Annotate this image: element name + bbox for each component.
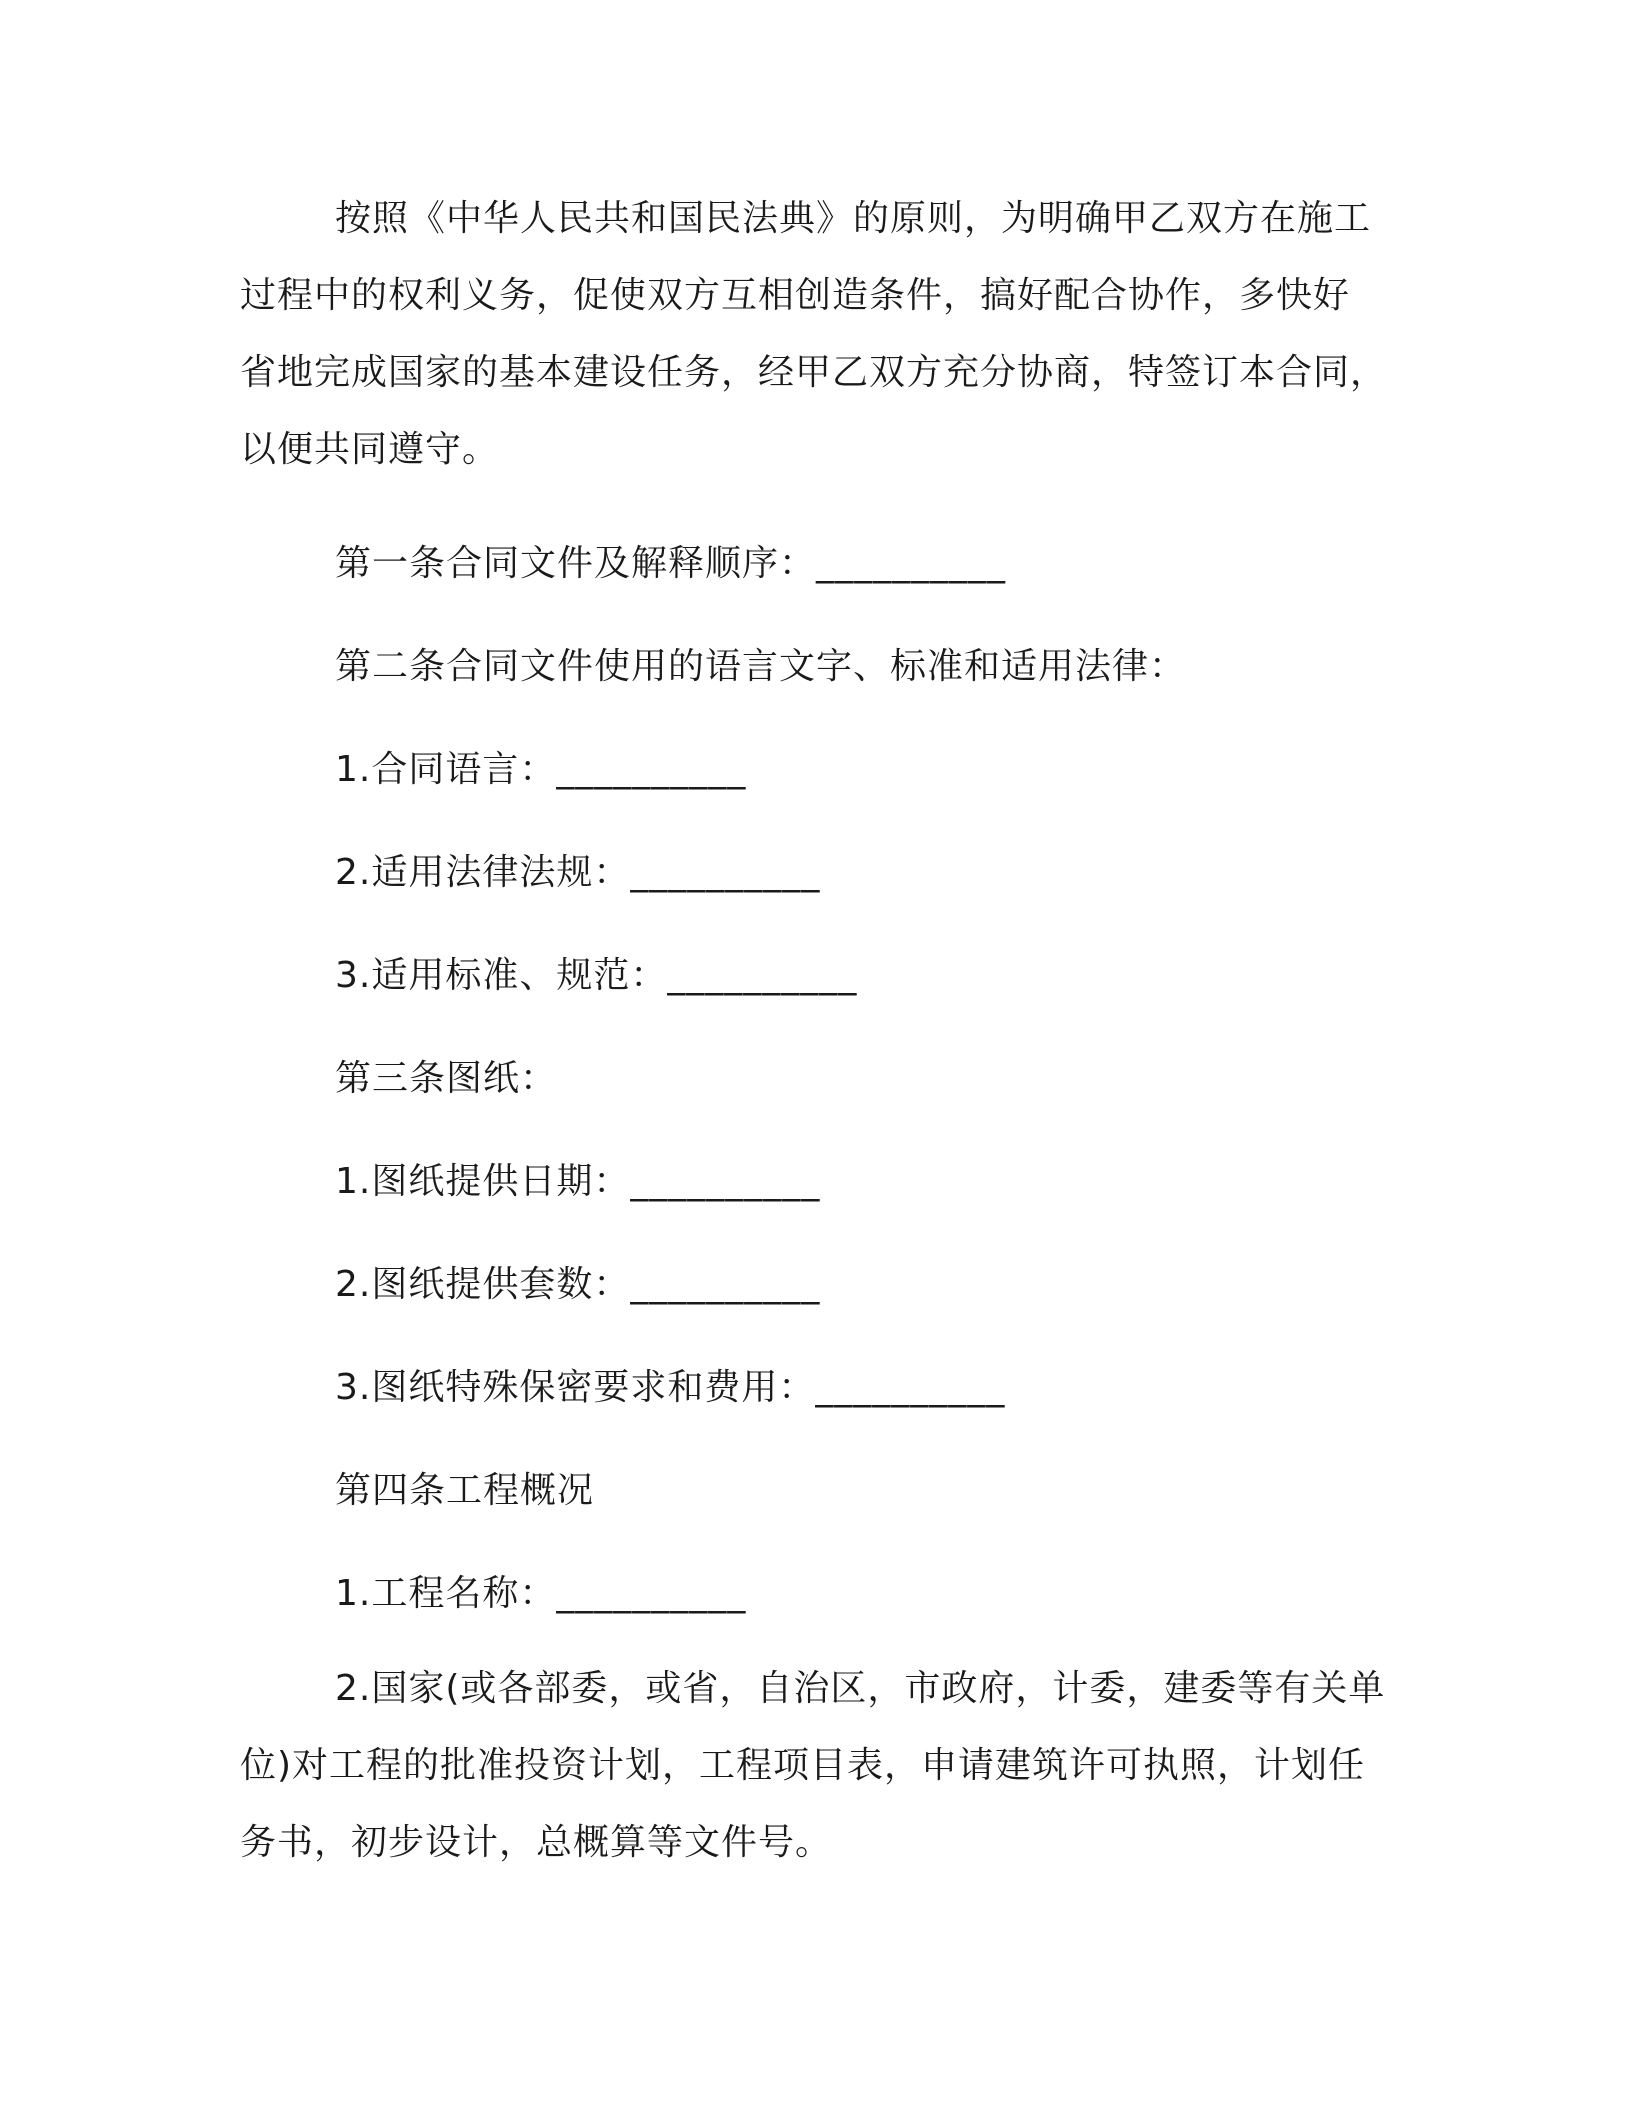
clause-4-project-overview: 第四条工程概况 (335, 1470, 595, 1511)
intro-line: 过程中的权利义务，促使双方互相创造条件，搞好配合协作，多快好 (240, 275, 1351, 316)
intro-line: 按照《中华人民共和国民法典》的原则，为明确甲乙双方在施工 (335, 198, 1372, 239)
approval-paragraph (240, 1650, 1390, 1881)
clause-2-item-laws: 2.适用法律法规：__________ (335, 852, 821, 893)
approval-line: 2.国家(或各部委，或省，自治区，市政府，计委，建委等有关单 (335, 1668, 1386, 1709)
clause-1-contract-documents: 第一条合同文件及解释顺序：__________ (335, 543, 1007, 584)
intro-paragraph (240, 180, 1390, 488)
clause-3-drawings: 第三条图纸： (335, 1058, 558, 1099)
clause-3-item-confidentiality: 3.图纸特殊保密要求和费用：__________ (335, 1367, 1006, 1408)
clause-2-item-language: 1.合同语言：__________ (335, 749, 747, 790)
clause-3-item-sets: 2.图纸提供套数：__________ (335, 1264, 821, 1305)
intro-line: 省地完成国家的基本建设任务，经甲乙双方充分协商，特签订本合同， (240, 352, 1388, 393)
approval-line: 务书，初步设计，总概算等文件号。 (240, 1822, 833, 1863)
clauses-list (335, 512, 1485, 1645)
intro-line: 以便共同遵守。 (240, 429, 500, 470)
approval-line: 位)对工程的批准投资计划，工程项目表，申请建筑许可执照，计划任 (240, 1745, 1366, 1786)
clause-2-language-law: 第二条合同文件使用的语言文字、标准和适用法律： (335, 646, 1187, 687)
clause-3-item-date: 1.图纸提供日期：__________ (335, 1161, 821, 1202)
clause-2-item-standards: 3.适用标准、规范：__________ (335, 955, 858, 996)
clause-4-item-name: 1.工程名称：__________ (335, 1573, 747, 1614)
